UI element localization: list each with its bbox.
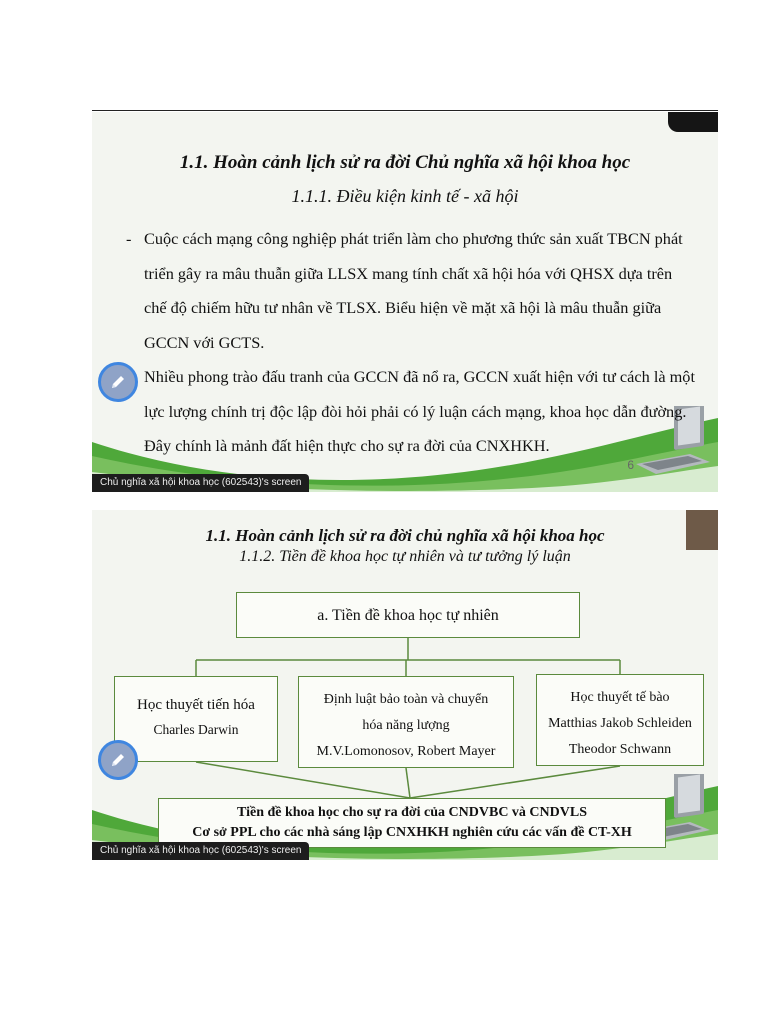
- cell-theory-box: [536, 674, 704, 766]
- paragraph-2-text: Nhiều phong trào đấu tranh của GCCN đã nổ ra, GCCN xuất hiện với tư cách là một lực lượng chính trị độc lập đòi hỏi phải có lý luận cách mạng, khoa học dẫn đường. Đây chính là mảnh đất hiện thực cho sự ra đời của CNXHKH.: [144, 367, 695, 455]
- box-line-1: Học thuyết tế bào: [570, 690, 670, 705]
- box-author: Charles Darwin: [153, 722, 239, 737]
- annotate-pencil-button[interactable]: [98, 362, 138, 402]
- slide-title: 1.1. Hoàn cảnh lịch sử ra đời Chủ nghĩa xã hội khoa học: [179, 152, 631, 173]
- box-line-2: hóa năng lượng: [362, 718, 450, 733]
- shared-screen-slide-1: [92, 112, 718, 492]
- box-line-1: Định luật bảo toàn và chuyển: [323, 692, 489, 707]
- paragraph-1: [126, 222, 696, 360]
- camera-overlay: [668, 112, 718, 132]
- box-line-3: Theodor Schwann: [568, 742, 672, 757]
- bullet-dash: -: [126, 229, 132, 248]
- pencil-icon: [109, 373, 127, 391]
- slide-subtitle: 1.1.1. Điều kiện kinh tế - xã hội: [291, 186, 519, 206]
- conclusion-line-2: Cơ sở PPL cho các nhà sáng lập CNXHKH nghiên cứu các vấn đề CT-XH: [192, 825, 632, 840]
- slide-title: 1.1. Hoàn cảnh lịch sử ra đời chủ nghĩa xã hội khoa học: [205, 526, 605, 545]
- paragraph-2: [144, 360, 696, 464]
- box-line-2: Matthias Jakob Schleiden: [548, 716, 692, 731]
- box-title: Học thuyết tiến hóa: [137, 697, 255, 713]
- screen-share-caption: Chủ nghĩa xã hội khoa học (602543)'s screen: [92, 474, 309, 492]
- slide-body: [126, 222, 696, 464]
- pencil-icon: [109, 751, 127, 769]
- paragraph-1-text: Cuộc cách mạng công nghiệp phát triển làm cho phương thức sản xuất TBCN phát triển gây ra mâu thuẫn giữa LLSX mang tính chất xã hội hóa với QHSX dựa trên chế độ chiếm hữu tư nhân về TLSX. Biểu hiện về mặt xã hội là mâu thuẫn giữa GCCN với GCTS.: [144, 229, 683, 352]
- conclusion-line-1: Tiền đề khoa học cho sự ra đời của CNDVBC và CNDVLS: [237, 805, 587, 820]
- page-number: 6: [627, 458, 634, 472]
- annotate-pencil-button[interactable]: [98, 740, 138, 780]
- top-divider-line: [92, 110, 718, 111]
- box-line-3: M.V.Lomonosov, Robert Mayer: [316, 744, 496, 759]
- screen-share-caption: Chủ nghĩa xã hội khoa học (602543)'s screen: [92, 842, 309, 860]
- energy-conservation-box: [298, 676, 514, 768]
- conclusion-box: [158, 798, 666, 848]
- shared-screen-slide-2: [92, 510, 718, 860]
- slide-subtitle: 1.1.2. Tiền đề khoa học tự nhiên và tư tưởng lý luận: [239, 548, 571, 565]
- natural-science-premise-box: a. Tiền đề khoa học tự nhiên: [236, 592, 580, 638]
- evolution-theory-box: [114, 676, 278, 762]
